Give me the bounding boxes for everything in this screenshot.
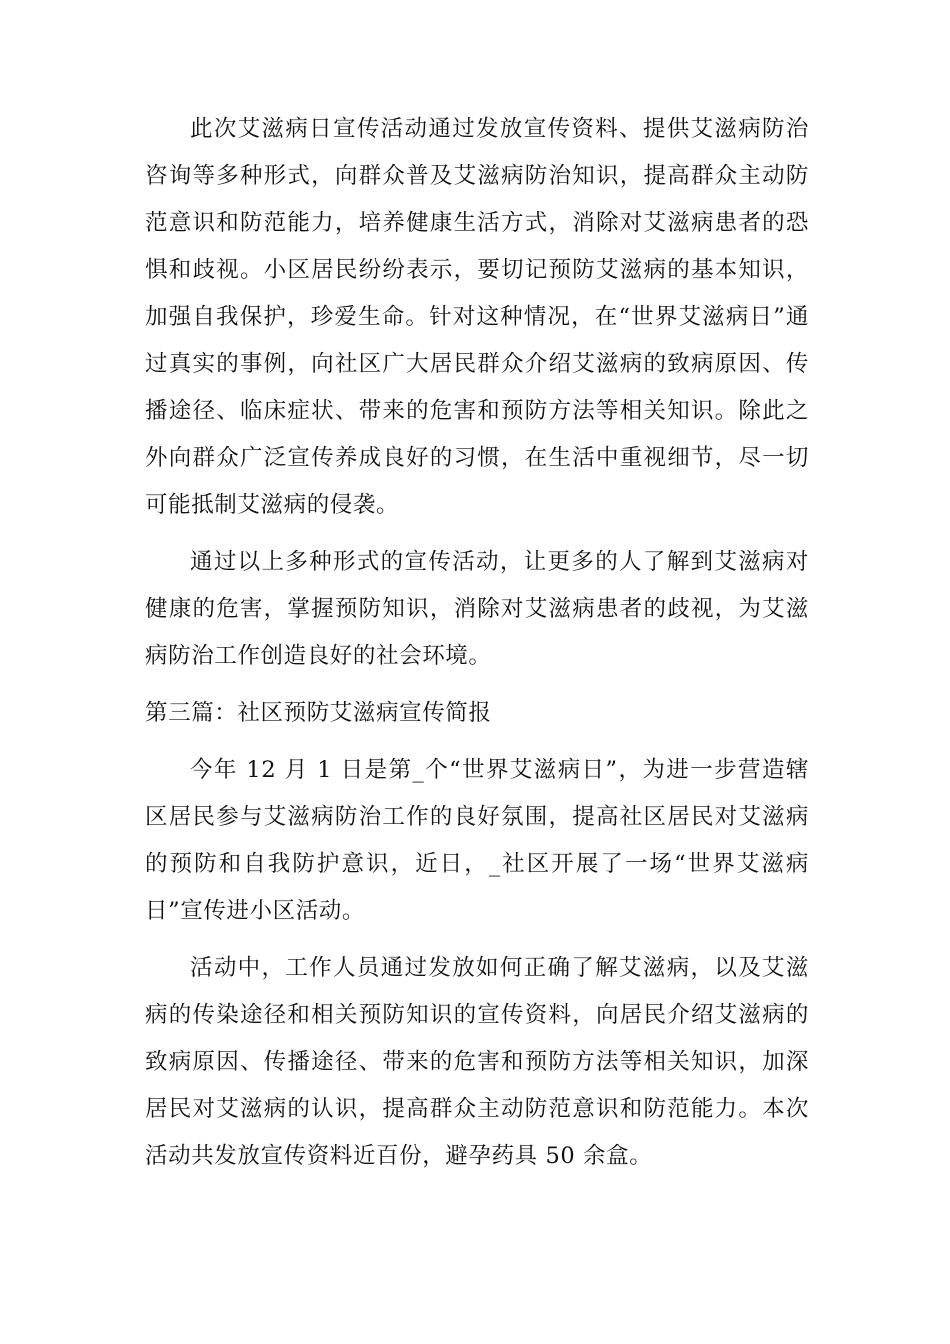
section-heading: 第三篇：社区预防艾滋病宣传简报 [145,700,492,726]
paragraph-bulletin-intro: 今年 12 月 1 日是第_个“世界艾滋病日”，为进一步营造辖区居民参与艾滋病防治工作的良好氛围，提高社区居民对艾滋病的预防和自我防护意识，近日，_社区开展了一场“世界艾滋病日”宣传进小区活动。 [145,757,809,924]
paragraph-activity-summary: 此次艾滋病日宣传活动通过发放宣传资料、提供艾滋病防治咨询等多种形式，向群众普及艾滋病防治知识，提高群众主动防范意识和防范能力，培养健康生活方式，消除对艾滋病患者的恐惧和歧视。小区居民纷纷表示，要切记预防艾滋病的基本知识，加强自我保护，珍爱生命。针对这种情况，在“世界艾滋病日”通过真实的事例，向社区广大居民群众介绍艾滋病的致病原因、传播途径、临床症状、带来的危害和预防方法等相关知识。除此之外向群众广泛宣传养成良好的习惯，在生活中重视细节，尽一切可能抵制艾滋病的侵袭。 [145,116,809,518]
document-body [145,106,809,1190]
paragraph-activity-result: 通过以上多种形式的宣传活动，让更多的人了解到艾滋病对健康的危害，掌握预防知识，消除对艾滋病患者的歧视，为艾滋病防治工作创造良好的社会环境。 [145,549,809,669]
paragraph-bulletin-details: 活动中，工作人员通过发放如何正确了解艾滋病，以及艾滋病的传染途径和相关预防知识的宣传资料，向居民介绍艾滋病的致病原因、传播途径、带来的危害和预防方法等相关知识，加深居民对艾滋病的认识，提高群众主动防范意识和防范能力。本次活动共发放宣传资料近百份，避孕药具 50 余盒。 [145,955,809,1169]
